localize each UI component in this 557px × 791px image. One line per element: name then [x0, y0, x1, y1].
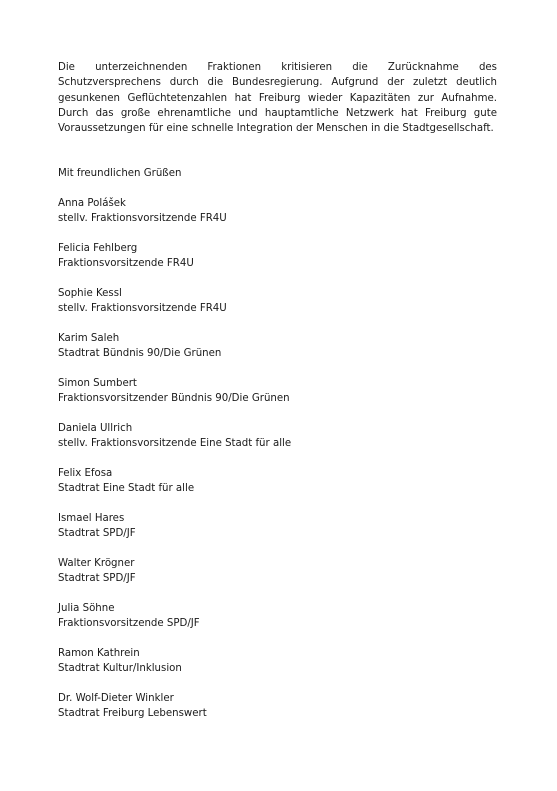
signatory-block — [58, 601, 291, 646]
signatory-name: Ramon Kathrein — [58, 648, 140, 659]
signatory-name: Felix Efosa — [58, 468, 113, 479]
signatory-block — [58, 466, 291, 511]
body-paragraph: Die unterzeichnenden Fraktionen kritisieren die Zurücknahme des Schutzversprechens durch die Bundesregierung. Aufgrund der zuletzt deutlich gesunkenen Geflüchtetenzahlen hat Freiburg wieder Kapazitäten zur Aufnahme. Durch das große ehrenamtliche und hauptamtliche Netzwerk hat Freiburg gute Voraussetzungen für eine schnelle Integration der Menschen in die Stadtgesellschaft. — [58, 62, 497, 135]
signatory-title: Stadtrat SPD/JF — [58, 573, 136, 585]
signatory-title: Stadtrat Bündnis 90/Die Grünen — [58, 348, 222, 360]
signatory-title: stellv. Fraktionsvorsitzende FR4U — [58, 213, 227, 225]
signatory-title: Stadtrat Kultur/Inklusion — [58, 663, 182, 675]
signatory-title: Stadtrat Freiburg Lebenswert — [58, 708, 207, 720]
signatory-block — [58, 421, 291, 466]
signatory-block — [58, 556, 291, 601]
signatory-block — [58, 376, 291, 421]
signatory-name: Anna Polášek — [58, 198, 126, 209]
signatory-name: Simon Sumbert — [58, 378, 137, 389]
signatory-name: Dr. Wolf-Dieter Winkler — [58, 693, 174, 704]
signatory-block — [58, 196, 291, 241]
signatory-block — [58, 241, 291, 286]
signatory-title: stellv. Fraktionsvorsitzende FR4U — [58, 303, 227, 315]
signatory-title: stellv. Fraktionsvorsitzende Eine Stadt für alle — [58, 438, 292, 450]
signatory-name: Sophie Kessl — [58, 288, 122, 299]
signatory-block — [58, 331, 291, 376]
signatory-name: Ismael Hares — [58, 513, 125, 524]
closing-greeting: Mit freundlichen Grüßen — [58, 168, 182, 179]
signatory-title: Fraktionsvorsitzender Bündnis 90/Die Grünen — [58, 393, 290, 405]
signatory-name: Julia Söhne — [58, 603, 115, 614]
signatory-name: Daniela Ullrich — [58, 423, 133, 434]
signatory-block — [58, 691, 291, 736]
signatory-name: Walter Krögner — [58, 558, 135, 569]
signatory-block — [58, 286, 291, 331]
signatory-title: Stadtrat SPD/JF — [58, 528, 136, 540]
signatory-title: Fraktionsvorsitzende FR4U — [58, 258, 194, 270]
signatory-block — [58, 511, 291, 556]
signatory-name: Felicia Fehlberg — [58, 243, 138, 254]
signatory-list — [58, 196, 291, 736]
signatory-title: Stadtrat Eine Stadt für alle — [58, 483, 195, 495]
signatory-name: Karim Saleh — [58, 333, 120, 344]
signatory-block — [58, 646, 291, 691]
signatory-title: Fraktionsvorsitzende SPD/JF — [58, 618, 200, 630]
